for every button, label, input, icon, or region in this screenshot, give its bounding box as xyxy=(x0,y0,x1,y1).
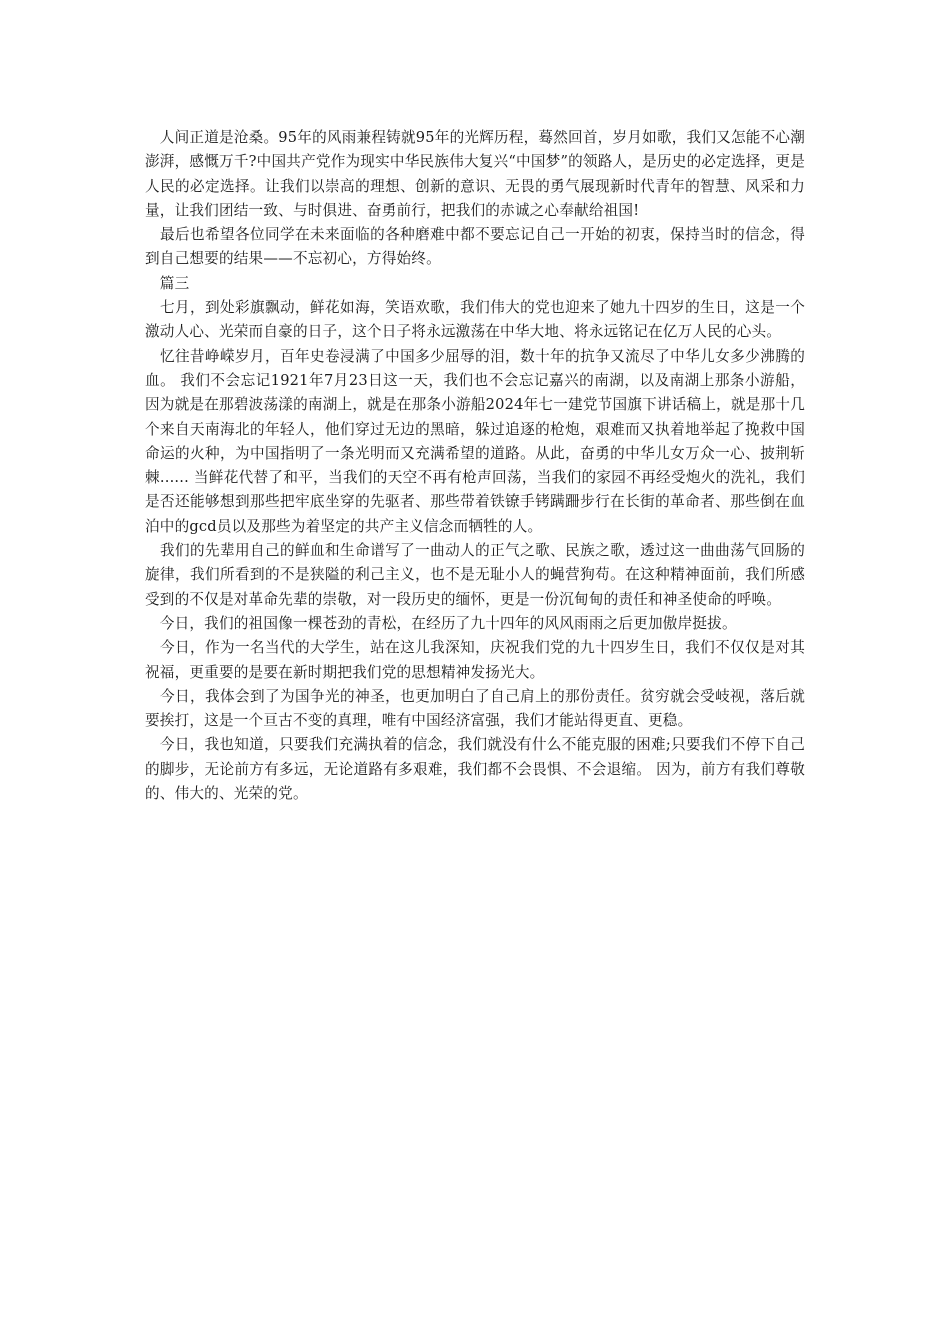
paragraph-7: 今日，作为一名当代的大学生，站在这儿我深知，庆祝我们党的九十四岁生日，我们不仅仅是对其祝福，更重要的是要在新时期把我们党的思想精神发扬光大。 xyxy=(145,639,805,681)
paragraph-5: 我们的先辈用自己的鲜血和生命谱写了一曲动人的正气之歌、民族之歌，透过这一曲曲荡气回肠的旋律，我们所看到的不是狭隘的利己主义，也不是无耻小人的蝇营狗苟。在这种精神面前，我们所感受到的不仅是对革命先辈的崇敬，对一段历史的缅怀，更是一份沉甸甸的责任和神圣使命的呼唤。 xyxy=(145,542,805,608)
paragraph-6: 今日，我们的祖国像一棵苍劲的青松，在经历了九十四年的风风雨雨之后更加傲岸挺拔。 xyxy=(145,614,737,632)
paragraph-1: 人间正道是沧桑。95年的风雨兼程铸就95年的光辉历程，蓦然回首，岁月如歌，我们又怎能不心潮澎湃，感慨万千?中国共产党作为现实中华民族伟大复兴“中国梦”的领路人，是历史的必定选择，更是人民的必定选择。让我们以崇高的理想、创新的意识、无畏的勇气展现新时代青年的智慧、风采和力量，让我们团结一致、与时俱进、奋勇前行，把我们的赤诚之心奉献给祖国! xyxy=(145,129,805,219)
document-body xyxy=(145,126,805,806)
paragraph-3: 七月，到处彩旗飘动，鲜花如海，笑语欢歌，我们伟大的党也迎来了她九十四岁的生日，这是一个激动人心、光荣而自豪的日子，这个日子将永远激荡在中华大地、将永远铭记在亿万人民的心头。 xyxy=(145,299,805,341)
paragraph-4: 忆往昔峥嵘岁月，百年史卷浸满了中国多少屈辱的泪，数十年的抗争又流尽了中华儿女多少沸腾的血。 我们不会忘记1921年7月23日这一天，我们也不会忘记嘉兴的南湖，以及南湖上那条小游船，因为就是在那碧波荡漾的南湖上，就是在那条小游船2024年七一建党节国旗下讲话稿上，就是那十几个来自天南海北的年轻人，他们穿过无边的黑暗，躲过追逐的枪炮，艰难而又执着地举起了挽救中国命运的火种，为中国指明了一条光明而又充满希望的道路。从此，奋勇的中华儿女万众一心、披荆斩棘...... 当鲜花代替了和平，当我们的天空不再有枪声回荡，当我们的家园不再经受炮火的洗礼，我们是否还能够想到那些把牢底坐穿的先驱者、那些带着铁镣手铐蹒跚步行在长街的革命者、那些倒在血泊中的gcd员以及那些为着坚定的共产主义信念而牺牲的人。 xyxy=(145,347,805,535)
section-heading: 篇三 xyxy=(145,274,190,292)
paragraph-2: 最后也希望各位同学在未来面临的各种磨难中都不要忘记自己一开始的初衷，保持当时的信念，得到自己想要的结果——不忘初心，方得始终。 xyxy=(145,226,805,268)
paragraph-9: 今日，我也知道，只要我们充满执着的信念，我们就没有什么不能克服的困难;只要我们不停下自己的脚步，无论前方有多远，无论道路有多艰难，我们都不会畏惧、不会退缩。 因为，前方有我们尊敬的、伟大的、光荣的党。 xyxy=(145,736,805,803)
paragraph-8: 今日，我体会到了为国争光的神圣，也更加明白了自己肩上的那份责任。贫穷就会受岐视，落后就要挨打，这是一个亘古不变的真理，唯有中国经济富强，我们才能站得更直、更稳。 xyxy=(145,687,805,730)
